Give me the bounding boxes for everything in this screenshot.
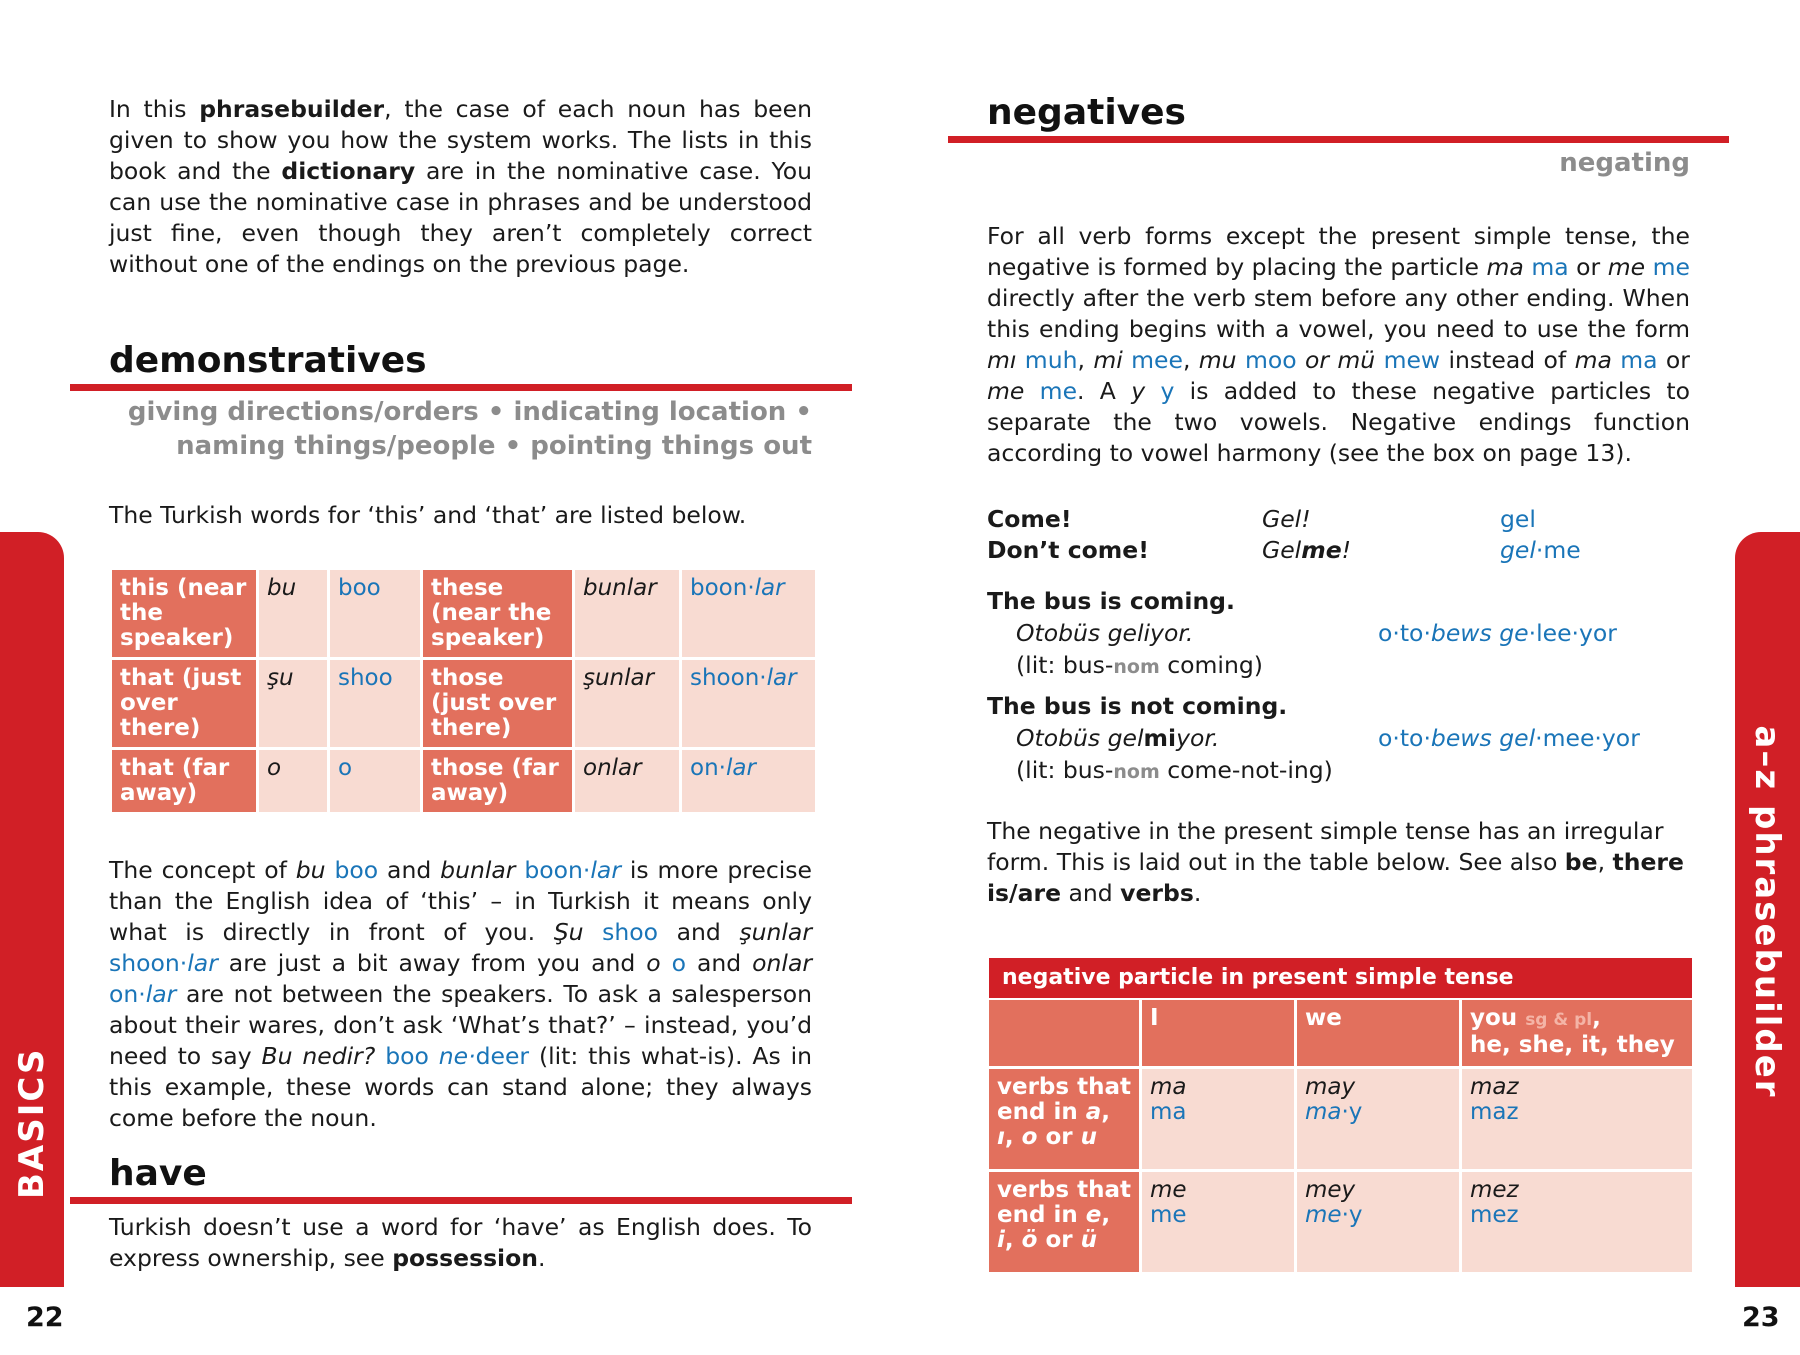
example-pronunciation: o·to·bews gel·mee·yor — [1378, 724, 1640, 752]
example-english: Come! — [987, 505, 1072, 533]
demonstratives-heading: demonstratives — [109, 340, 427, 381]
negatives-paragraph: For all verb forms except the present simple tense, the negative is formed by placing the particle ma ma or me me directly after the verb stem before any other ending. When this ending begins with a vowel, you need to use the form mı muh, mi mee, mu moo or mü mew instead of ma ma or me me. A y y is added to these negative particles to separate the two vowels. Negative endings function according to vowel harmony (see the box on page 13). — [987, 222, 1690, 467]
negative-particle-table — [986, 997, 1695, 1275]
section-tab-basics — [0, 532, 64, 1287]
example-literal: (lit: bus-nom coming) — [1016, 651, 1263, 679]
tab-label: a–z phrasebuilder — [1747, 725, 1787, 1099]
section-rule — [70, 1197, 852, 1204]
table-row: verbs that end in a, ı, o or u ma ma may ma·y maz maz — [989, 1069, 1692, 1169]
page-number: 23 — [1742, 1302, 1780, 1333]
example-pronunciation: gel — [1500, 505, 1536, 533]
table-row: verbs that end in e, i, ö or ü me me mey me·y mez mez — [989, 1172, 1692, 1272]
table-row: I we you sg & pl, he, she, it, they — [989, 1000, 1692, 1066]
present-simple-paragraph: The negative in the present simple tense has an irregular form. This is laid out in the table below. See also be, there is/are and verbs. — [987, 817, 1684, 907]
demonstratives-paragraph: The concept of bu boo and bunlar boon·lar is more precise than the English idea of ‘this’ – in Turkish it means only what is directly in front of you. Şu shoo and şunlar shoon·lar are just a bit away from you and o o and onlar on·lar are not between the speakers. To ask a salesperson about their wares, don’t ask ‘What’s that?’ – instead, you’d need to say Bu nedir? boo ne·deer (lit: this what-is). As in this example, these words can stand alone; they always come before the noun. — [109, 856, 813, 1132]
table-row: that (just over there) şu shoo those (just over there) şunlar shoon·lar — [112, 660, 815, 747]
have-paragraph: Turkish doesn’t use a word for ‘have’ as English does. To express ownership, see possession. — [109, 1213, 812, 1272]
negative-table-title: negative particle in present simple tense — [989, 958, 1692, 998]
example-turkish: Otobüs geliyor. — [1016, 619, 1194, 647]
example-english: Don’t come! — [987, 536, 1149, 564]
demonstratives-lead: The Turkish words for ‘this’ and ‘that’ are listed below. — [109, 501, 747, 529]
example-literal: (lit: bus-nom come-not-ing) — [1016, 756, 1333, 784]
section-rule — [948, 136, 1729, 143]
demonstratives-table — [109, 567, 818, 815]
example-pronunciation: o·to·bews ge·lee·yor — [1378, 619, 1617, 647]
example-turkish: Otobüs gelmiyor. — [1016, 724, 1220, 752]
intro-paragraph: In this phrasebuilder, the case of each noun has been given to show you how the system works. The lists in this book and the dictionary are in the nominative case. You can use the nominative case in phrases and be understood just fine, even though they aren’t completely correct without one of the endings on the previous page. — [109, 95, 812, 278]
example-english: The bus is coming. — [987, 587, 1235, 615]
example-turkish: Gel! — [1262, 505, 1311, 533]
section-rule — [70, 384, 852, 391]
example-english: The bus is not coming. — [987, 692, 1288, 720]
page-number: 22 — [26, 1302, 64, 1333]
section-tab-a-z-phrasebuilder — [1735, 532, 1800, 1287]
example-turkish: Gelme! — [1262, 536, 1352, 564]
negatives-subtitle: negating — [1559, 148, 1690, 178]
table-row: that (far away) o o those (far away) onlar on·lar — [112, 750, 815, 812]
example-pronunciation: gel·me — [1500, 536, 1581, 564]
table-row: this (near the speaker) bu boo these (near the speaker) bunlar boon·lar — [112, 570, 815, 657]
tab-label: BASICS — [12, 1047, 52, 1199]
have-heading: have — [109, 1153, 207, 1194]
negatives-heading: negatives — [987, 92, 1186, 133]
demonstratives-subtitle: giving directions/orders • indicating location • naming things/people • pointing things out — [127, 397, 812, 461]
